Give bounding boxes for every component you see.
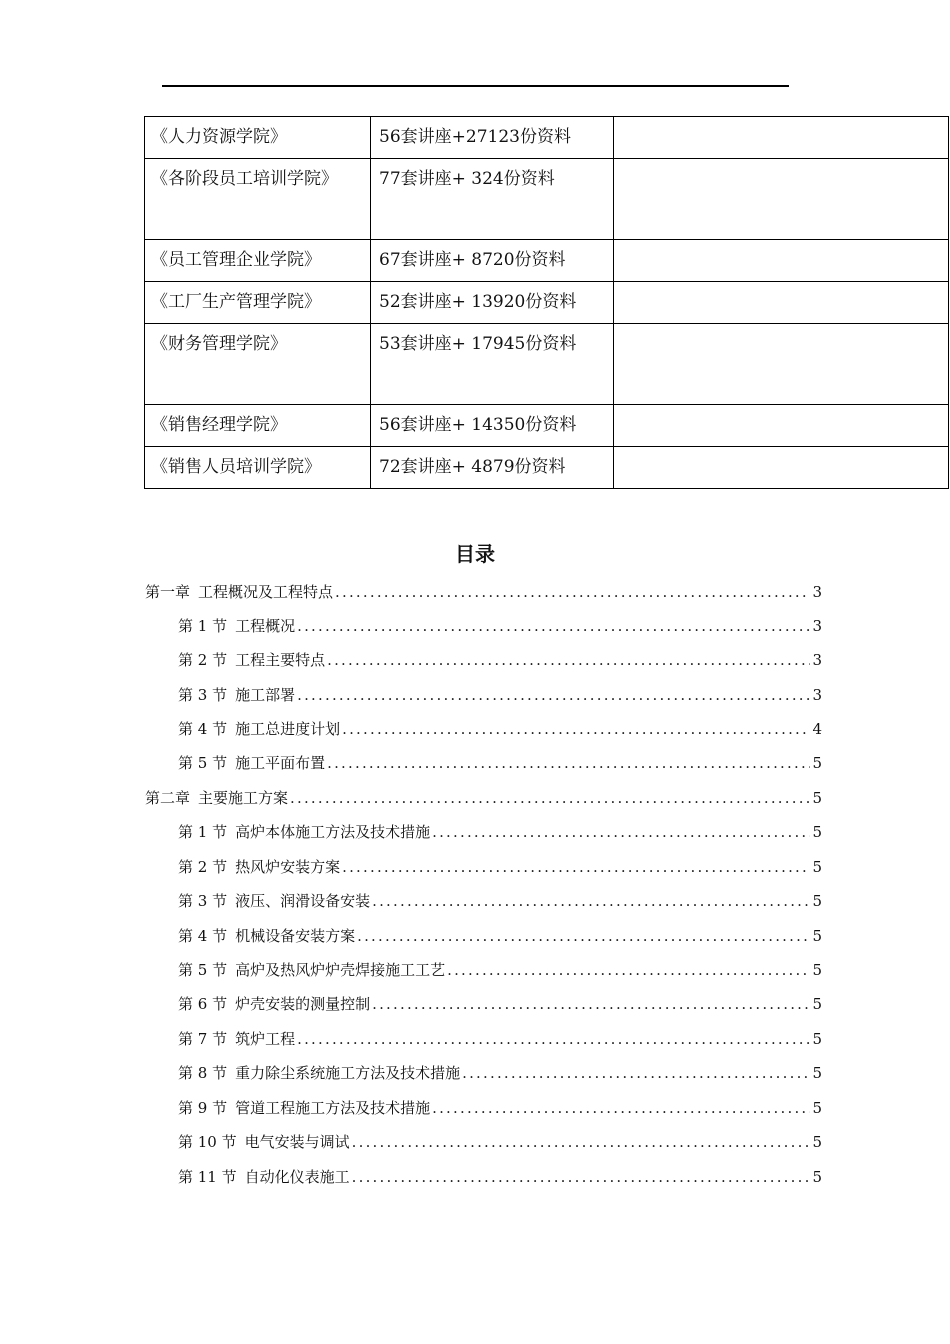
table-row xyxy=(145,240,949,282)
table-row xyxy=(145,405,949,447)
toc-entry[interactable] xyxy=(178,614,822,638)
toc-entry-title: 施工总进度计划 xyxy=(235,720,341,738)
toc-entry-number: 第 3 节 xyxy=(178,892,228,910)
toc-leader-dots xyxy=(357,924,810,948)
toc-entry-title: 液压、润滑设备安装 xyxy=(235,892,371,910)
toc-entry-page: 5 xyxy=(812,892,822,910)
toc-entry-page: 5 xyxy=(812,927,822,945)
toc-entry-page: 4 xyxy=(812,720,822,738)
toc-leader-dots xyxy=(297,614,810,638)
course-name: 《销售人员培训学院》 xyxy=(145,447,371,489)
toc-entry-page: 3 xyxy=(812,651,822,669)
toc-entry[interactable] xyxy=(178,820,822,844)
toc-entry-number: 第 5 节 xyxy=(178,961,228,979)
toc-leader-dots xyxy=(462,1061,810,1085)
toc-entry-number: 第 9 节 xyxy=(178,1099,228,1117)
toc-leader-dots xyxy=(432,820,810,844)
toc-entry-title: 高炉本体施工方法及技术措施 xyxy=(235,823,431,841)
toc-entry[interactable] xyxy=(178,648,822,672)
toc-entry-title: 筑炉工程 xyxy=(235,1030,296,1048)
toc-entry-number: 第 4 节 xyxy=(178,720,228,738)
toc-entry-page: 3 xyxy=(812,617,822,635)
toc-entry-title: 重力除尘系统施工方法及技术措施 xyxy=(235,1064,461,1082)
toc-entry[interactable] xyxy=(178,924,822,948)
table-row xyxy=(145,447,949,489)
toc-entry-number: 第 10 节 xyxy=(178,1133,237,1151)
toc-entry[interactable] xyxy=(145,786,822,810)
toc-entry-number: 第 6 节 xyxy=(178,995,228,1013)
toc-entry[interactable] xyxy=(178,958,822,982)
toc-entry-number: 第 3 节 xyxy=(178,686,228,704)
toc-entry-title: 高炉及热风炉炉壳焊接施工工艺 xyxy=(235,961,446,979)
toc-entry[interactable] xyxy=(178,1165,822,1189)
course-note xyxy=(614,405,949,447)
toc-entry-page: 5 xyxy=(812,789,822,807)
toc-leader-dots xyxy=(297,683,810,707)
toc-entry[interactable] xyxy=(178,1027,822,1051)
toc-leader-dots xyxy=(447,958,810,982)
toc-title: 目录 xyxy=(455,542,495,566)
toc-entry-number: 第 2 节 xyxy=(178,651,228,669)
course-note xyxy=(614,240,949,282)
toc-entry-title: 工程概况及工程特点 xyxy=(198,583,334,601)
toc-entry-title: 主要施工方案 xyxy=(198,789,289,807)
toc-leader-dots xyxy=(432,1096,810,1120)
toc-entry[interactable] xyxy=(178,889,822,913)
toc-entry[interactable] xyxy=(178,1061,822,1085)
toc-entry-number: 第 5 节 xyxy=(178,754,228,772)
course-content: 67套讲座+ 8720份资料 xyxy=(371,240,614,282)
course-note xyxy=(614,159,949,240)
toc-entry-number: 第二章 xyxy=(145,789,191,807)
toc-entry[interactable] xyxy=(145,580,822,604)
toc-leader-dots xyxy=(290,786,810,810)
toc-leader-dots xyxy=(372,992,810,1016)
table-row xyxy=(145,324,949,405)
toc-leader-dots xyxy=(352,1130,811,1154)
course-note xyxy=(614,324,949,405)
course-name: 《各阶段员工培训学院》 xyxy=(145,159,371,240)
course-name: 《销售经理学院》 xyxy=(145,405,371,447)
toc-leader-dots xyxy=(327,648,810,672)
toc-entry-page: 5 xyxy=(812,1168,822,1186)
course-note xyxy=(614,282,949,324)
toc-entry[interactable] xyxy=(178,683,822,707)
course-table xyxy=(144,116,949,489)
toc-entry[interactable] xyxy=(178,855,822,879)
toc-entry-title: 热风炉安装方案 xyxy=(235,858,341,876)
toc-leader-dots xyxy=(335,580,810,604)
course-name: 《财务管理学院》 xyxy=(145,324,371,405)
toc-entry-number: 第 8 节 xyxy=(178,1064,228,1082)
toc-entry-title: 工程主要特点 xyxy=(235,651,326,669)
toc-entry[interactable] xyxy=(178,992,822,1016)
toc-entry-page: 3 xyxy=(812,686,822,704)
course-note xyxy=(614,447,949,489)
course-name: 《员工管理企业学院》 xyxy=(145,240,371,282)
toc-leader-dots xyxy=(342,855,810,879)
course-content: 56套讲座+ 14350份资料 xyxy=(371,405,614,447)
toc-entry[interactable] xyxy=(178,1130,822,1154)
toc-entry-page: 5 xyxy=(812,1099,822,1117)
course-content: 56套讲座+27123份资料 xyxy=(371,117,614,159)
course-content: 72套讲座+ 4879份资料 xyxy=(371,447,614,489)
course-content: 52套讲座+ 13920份资料 xyxy=(371,282,614,324)
toc-entry-title: 施工平面布置 xyxy=(235,754,326,772)
toc-entry-page: 5 xyxy=(812,858,822,876)
course-note xyxy=(614,117,949,159)
table-row xyxy=(145,117,949,159)
toc-entry-page: 5 xyxy=(812,995,822,1013)
course-content: 77套讲座+ 324份资料 xyxy=(371,159,614,240)
toc-entry[interactable] xyxy=(178,1096,822,1120)
toc-entry-number: 第 4 节 xyxy=(178,927,228,945)
toc-entry-page: 5 xyxy=(812,754,822,772)
toc-entry-number: 第 11 节 xyxy=(178,1168,237,1186)
toc-entry-title: 炉壳安装的测量控制 xyxy=(235,995,371,1013)
toc-leader-dots xyxy=(372,889,810,913)
toc-entry-number: 第 2 节 xyxy=(178,858,228,876)
toc-entry-page: 3 xyxy=(812,583,822,601)
toc-entry-number: 第 1 节 xyxy=(178,823,228,841)
course-content: 53套讲座+ 17945份资料 xyxy=(371,324,614,405)
toc-entry-page: 5 xyxy=(812,823,822,841)
toc-entry-page: 5 xyxy=(812,961,822,979)
course-name: 《工厂生产管理学院》 xyxy=(145,282,371,324)
toc-entry-number: 第一章 xyxy=(145,583,191,601)
toc-entry-title: 施工部署 xyxy=(235,686,296,704)
course-name: 《人力资源学院》 xyxy=(145,117,371,159)
toc-entry-title: 工程概况 xyxy=(235,617,296,635)
toc-entry[interactable] xyxy=(178,717,822,741)
table-row xyxy=(145,282,949,324)
toc-entry-page: 5 xyxy=(812,1133,822,1151)
toc-entry-title: 电气安装与调试 xyxy=(244,1133,350,1151)
toc-leader-dots xyxy=(342,717,810,741)
toc-entry-number: 第 1 节 xyxy=(178,617,228,635)
toc-entry-title: 管道工程施工方法及技术措施 xyxy=(235,1099,431,1117)
table-row xyxy=(145,159,949,240)
toc-entry-title: 自动化仪表施工 xyxy=(244,1168,350,1186)
toc-leader-dots xyxy=(327,751,810,775)
header-rule xyxy=(162,85,789,87)
toc-entry[interactable] xyxy=(178,751,822,775)
toc-entry-page: 5 xyxy=(812,1030,822,1048)
toc-leader-dots xyxy=(297,1027,810,1051)
toc-leader-dots xyxy=(352,1165,811,1189)
toc-entry-title: 机械设备安装方案 xyxy=(235,927,356,945)
toc-entry-number: 第 7 节 xyxy=(178,1030,228,1048)
toc-entry-page: 5 xyxy=(812,1064,822,1082)
